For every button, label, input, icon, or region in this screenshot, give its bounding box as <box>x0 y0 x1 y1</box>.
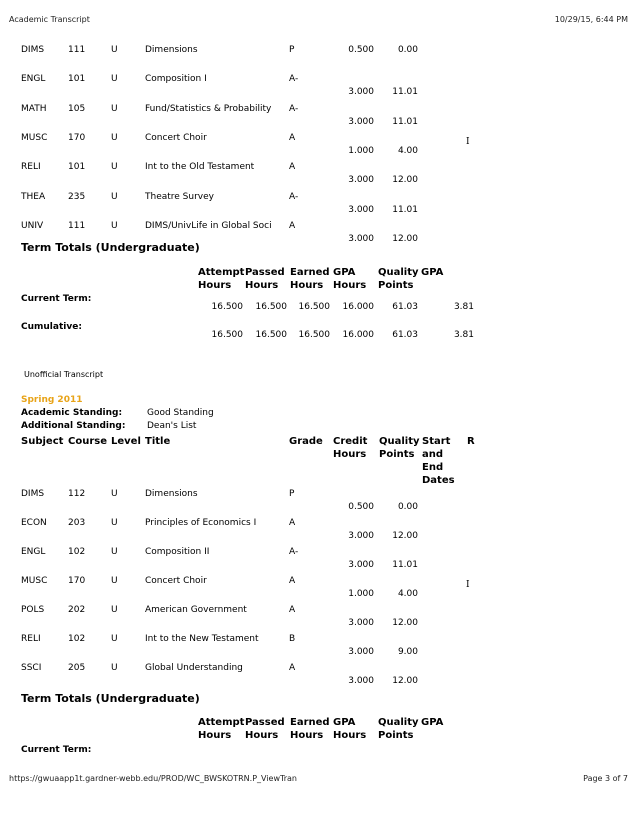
r-header: R <box>467 436 475 447</box>
attempt-hours-header: Attempt Hours <box>198 267 245 291</box>
course-number: 170 <box>68 132 86 143</box>
course-number: 112 <box>68 489 86 499</box>
passed-hours-header: Passed Hours <box>245 717 285 741</box>
course-subject: ENGL <box>21 547 46 557</box>
credit-hours: 3.000 <box>348 233 374 244</box>
course-title: American Government <box>145 605 247 615</box>
credit-hours: 3.000 <box>348 87 374 98</box>
course-title: Int to the Old Testament <box>145 162 255 173</box>
quality-points: 12.00 <box>392 531 418 541</box>
quality-points: 12.00 <box>392 676 418 686</box>
credit-hours: 0.500 <box>348 502 374 512</box>
quality-points: 61.03 <box>392 330 418 340</box>
course-grade: B <box>289 634 296 644</box>
course-title: Dimensions <box>145 489 198 499</box>
course-level: U <box>111 162 118 173</box>
course-level: U <box>111 489 118 499</box>
totals-label: Current Term: <box>21 294 92 304</box>
attempt-hours-header: Attempt Hours <box>198 717 245 741</box>
course-subject: UNIV <box>21 220 44 231</box>
credit-hours: 3.000 <box>348 676 374 686</box>
subject-header: Subject <box>21 436 64 447</box>
term-name: Spring 2011 <box>21 395 83 405</box>
totals-label: Cumulative: <box>21 322 82 332</box>
course-title: DIMS/UnivLife in Global Soci <box>145 220 272 231</box>
course-number: 101 <box>68 74 86 85</box>
course-level: U <box>111 634 118 644</box>
course-subject: THEA <box>21 191 46 202</box>
quality-points: 0.00 <box>397 502 418 512</box>
course-title: Global Understanding <box>145 663 243 673</box>
title-header: Title <box>145 436 171 447</box>
print-datetime: 10/29/15, 6:44 PM <box>554 15 628 24</box>
passed-hours: 16.500 <box>255 302 287 312</box>
course-level: U <box>111 220 118 231</box>
course-number: 102 <box>68 634 86 644</box>
course-grade: A- <box>289 191 299 202</box>
course-grade: A <box>289 576 296 586</box>
quality-points-header: Quality Points <box>379 436 420 460</box>
quality-points: 12.00 <box>392 618 418 628</box>
course-number: 111 <box>68 45 86 55</box>
additional-standing-value: Dean's List <box>147 421 197 431</box>
course-level: U <box>111 132 118 143</box>
credit-hours: 3.000 <box>348 618 374 628</box>
level-header: Level <box>111 436 141 447</box>
term-totals-title: Term Totals (Undergraduate) <box>21 692 200 705</box>
course-level: U <box>111 518 118 528</box>
quality-points-header: Quality Points <box>378 267 419 291</box>
academic-standing-value: Good Standing <box>147 408 214 418</box>
course-number: 101 <box>68 162 86 173</box>
repeat-indicator: I <box>466 580 470 590</box>
course-number: 170 <box>68 576 86 586</box>
quality-points: 9.00 <box>397 647 418 657</box>
page-number: Page 3 of 7 <box>583 774 628 783</box>
gpa-hours-header: GPA Hours <box>333 267 367 291</box>
gpa-hours: 16.000 <box>342 330 374 340</box>
earned-hours-header: Earned Hours <box>290 267 330 291</box>
course-title: Dimensions <box>145 45 198 55</box>
course-grade: A <box>289 220 296 231</box>
quality-points: 12.00 <box>392 233 418 244</box>
credit-hours: 3.000 <box>348 175 374 186</box>
course-title: Fund/Statistics & Probability <box>145 103 272 114</box>
course-grade: A- <box>289 547 299 557</box>
course-level: U <box>111 605 118 615</box>
attempt-hours: 16.500 <box>211 330 243 340</box>
course-number: 205 <box>68 663 86 673</box>
course-grade: A- <box>289 74 299 85</box>
course-subject: POLS <box>21 605 45 615</box>
course-number: 105 <box>68 103 86 114</box>
gpa-header: GPA <box>421 267 444 278</box>
course-grade: A <box>289 605 296 615</box>
course-number: 235 <box>68 191 86 202</box>
course-subject: ECON <box>21 518 47 528</box>
gpa-value: 3.81 <box>453 330 474 340</box>
course-level: U <box>111 74 118 85</box>
course-title: Principles of Economics I <box>145 518 257 528</box>
course-number: 102 <box>68 547 86 557</box>
quality-points: 11.01 <box>392 116 418 127</box>
quality-points: 4.00 <box>397 589 418 599</box>
gpa-hours: 16.000 <box>342 302 374 312</box>
course-title: Composition I <box>145 74 207 85</box>
course-subject: DIMS <box>21 45 45 55</box>
course-subject: MUSC <box>21 132 48 143</box>
quality-points: 0.00 <box>397 45 418 55</box>
earned-hours: 16.500 <box>298 302 330 312</box>
credit-hours: 3.000 <box>348 647 374 657</box>
attempt-hours: 16.500 <box>211 302 243 312</box>
repeat-indicator: I <box>466 136 470 147</box>
unofficial-transcript-label: Unofficial Transcript <box>24 370 104 379</box>
quality-points: 11.01 <box>392 560 418 570</box>
course-title: Concert Choir <box>145 132 207 143</box>
course-title: Composition II <box>145 547 210 557</box>
course-subject: MUSC <box>21 576 48 586</box>
course-subject: RELI <box>21 162 41 173</box>
credit-hours: 1.000 <box>348 589 374 599</box>
course-level: U <box>111 103 118 114</box>
course-number: 202 <box>68 605 86 615</box>
course-grade: A- <box>289 103 299 114</box>
term-totals-title: Term Totals (Undergraduate) <box>21 241 200 254</box>
course-subject: RELI <box>21 634 41 644</box>
course-number: 111 <box>68 220 86 231</box>
passed-hours-header: Passed Hours <box>245 267 285 291</box>
course-subject: DIMS <box>21 489 45 499</box>
course-grade: P <box>289 45 295 55</box>
quality-points: 4.00 <box>397 145 418 156</box>
course-subject: MATH <box>21 103 47 114</box>
start-end-dates-header: Start and End Dates <box>422 436 455 486</box>
passed-hours: 16.500 <box>255 330 287 340</box>
credit-hours: 3.000 <box>348 531 374 541</box>
academic-standing-label: Academic Standing: <box>21 408 123 418</box>
course-level: U <box>111 191 118 202</box>
course-grade: A <box>289 518 296 528</box>
gpa-value: 3.81 <box>453 302 474 312</box>
course-title: Int to the New Testament <box>145 634 259 644</box>
course-level: U <box>111 663 118 673</box>
course-level: U <box>111 45 118 55</box>
course-grade: A <box>289 132 296 143</box>
course-header: Course <box>68 436 107 447</box>
page-url: https://gwuaapp1t.gardner-webb.edu/PROD/WC_BWSKOTRN.P_ViewTran <box>9 774 297 783</box>
credit-hours: 3.000 <box>348 116 374 127</box>
course-title: Concert Choir <box>145 576 207 586</box>
earned-hours-header: Earned Hours <box>290 717 330 741</box>
current-term-label: Current Term: <box>21 745 92 755</box>
course-grade: A <box>289 162 296 173</box>
course-subject: ENGL <box>21 74 46 85</box>
quality-points: 11.01 <box>392 87 418 98</box>
course-level: U <box>111 547 118 557</box>
credit-hours: 0.500 <box>348 45 374 55</box>
credit-hours: 3.000 <box>348 204 374 215</box>
credit-hours: 1.000 <box>348 145 374 156</box>
additional-standing-label: Additional Standing: <box>21 421 126 431</box>
earned-hours: 16.500 <box>298 330 330 340</box>
credit-hours-header: Credit Hours <box>333 436 368 460</box>
course-grade: A <box>289 663 296 673</box>
gpa-header: GPA <box>421 717 444 728</box>
credit-hours: 3.000 <box>348 560 374 570</box>
quality-points: 11.01 <box>392 204 418 215</box>
gpa-hours-header: GPA Hours <box>333 717 367 741</box>
quality-points-header: Quality Points <box>378 717 419 741</box>
grade-header: Grade <box>289 436 323 447</box>
course-grade: P <box>289 489 295 499</box>
course-title: Theatre Survey <box>145 191 214 202</box>
document-title: Academic Transcript <box>9 15 90 24</box>
course-level: U <box>111 576 118 586</box>
course-subject: SSCI <box>21 663 42 673</box>
quality-points: 12.00 <box>392 175 418 186</box>
quality-points: 61.03 <box>392 302 418 312</box>
course-number: 203 <box>68 518 86 528</box>
